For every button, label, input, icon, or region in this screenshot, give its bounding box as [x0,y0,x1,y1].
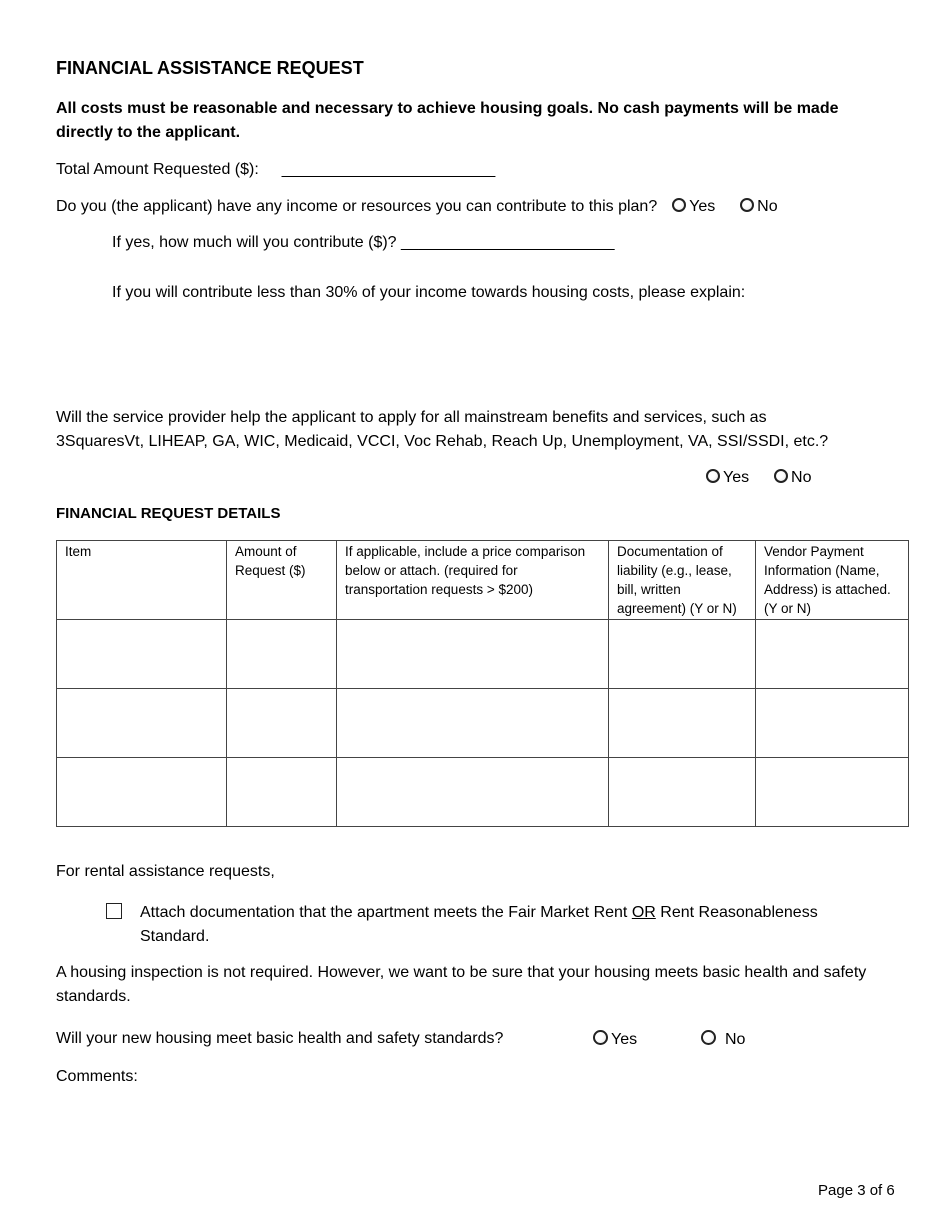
contribution-no-radio[interactable] [740,198,754,212]
inspection-no-radio[interactable] [701,1030,716,1045]
inspection-yes-label: Yes [611,1031,638,1048]
fair-market-rent-text [140,901,880,949]
table-cell[interactable] [609,689,756,758]
column-header-amount: Amount of Request ($) [227,541,337,620]
rental-intro: For rental assistance requests, [56,863,275,880]
contribution-yes-radio[interactable] [672,198,686,212]
page-number: Page 3 of 6 [818,1182,895,1199]
table-cell[interactable] [337,689,609,758]
table-cell[interactable] [57,758,227,827]
inspection-no-option [701,1030,745,1049]
table-cell[interactable] [609,620,756,689]
table-cell[interactable] [57,689,227,758]
table-row [57,758,909,827]
table-cell[interactable] [756,758,909,827]
table-cell[interactable] [57,620,227,689]
fair-market-rent-or: OR [631,904,656,921]
table-header-row [57,541,909,620]
table-cell[interactable] [227,620,337,689]
benefits-no-radio[interactable] [774,469,788,483]
inspection-no-label: No [725,1031,746,1048]
table-cell[interactable] [337,620,609,689]
contribution-explain-label: If you will contribute less than 30% of your income towards housing costs, please explain: [112,284,746,301]
cost-notice: All costs must be reasonable and necessary to achieve housing goals. No cash payments will be made directly to the applicant. [56,100,839,141]
table-cell[interactable] [756,689,909,758]
total-amount-row [56,161,495,179]
comments-label: Comments: [56,1068,138,1085]
inspection-yes-radio[interactable] [593,1030,608,1045]
benefits-radio-group [706,469,811,487]
inspection-note: A housing inspection is not required. However, we want to be sure that your housing meets basic health and safety standards. [56,964,867,1005]
benefits-no-label: No [791,469,812,486]
column-header-item: Item [57,541,227,620]
contribution-amount-label: If yes, how much will you contribute ($)? [112,234,397,251]
table-row [57,689,909,758]
contribution-yes-label: Yes [689,198,716,215]
fair-market-rent-text-post: Rent Reasonableness Standard. [140,904,818,945]
table-cell[interactable] [227,758,337,827]
inspection-question: Will your new housing meet basic health and safety standards? [56,1030,504,1047]
fair-market-rent-checkbox[interactable] [106,903,122,919]
benefits-question: Will the service provider help the applicant to apply for all mainstream benefits and services, such as 3SquaresVt, LIHEAP, GA, WIC, Medicaid, VCCI, Voc Rehab, Reach Up, Unemployment, VA, SSI/SSDI, etc.? [56,409,829,450]
fair-market-rent-text-pre: Attach documentation that the apartment meets the Fair Market Rent [140,904,628,921]
inspection-yes-option [593,1030,637,1049]
financial-details-table [56,540,909,827]
table-cell[interactable] [337,758,609,827]
benefits-yes-label: Yes [723,469,750,486]
contribution-question: Do you (the applicant) have any income or resources you can contribute to this plan? [56,198,658,215]
column-header-price-comparison: If applicable, include a price comparison below or attach. (required for transportation requests > $200) [337,541,609,620]
total-amount-field[interactable]: ________________________ [281,161,496,178]
contribution-no-label: No [757,198,778,215]
details-heading: FINANCIAL REQUEST DETAILS [56,505,281,522]
contribution-row [56,198,778,216]
column-header-documentation: Documentation of liability (e.g., lease, bill, written agreement) (Y or N) [609,541,756,620]
table-cell[interactable] [227,689,337,758]
table-cell[interactable] [609,758,756,827]
table-cell[interactable] [756,620,909,689]
contribution-amount-row [112,234,615,252]
benefits-yes-radio[interactable] [706,469,720,483]
column-header-vendor-payment: Vendor Payment Information (Name, Address) is attached. (Y or N) [756,541,909,620]
contribution-amount-field[interactable]: ________________________ [401,234,615,251]
total-amount-label: Total Amount Requested ($): [56,161,259,178]
page-title: FINANCIAL ASSISTANCE REQUEST [56,58,364,78]
table-row [57,620,909,689]
